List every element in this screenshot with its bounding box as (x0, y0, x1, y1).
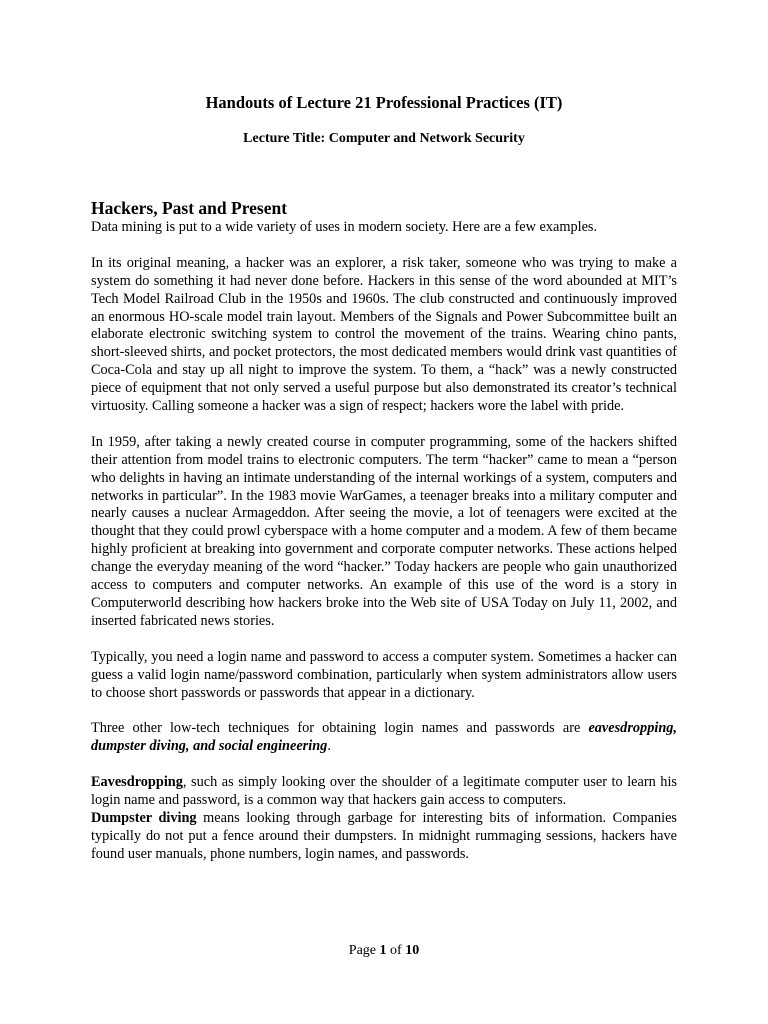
page-title: Handouts of Lecture 21 Professional Practices (IT) (205, 93, 563, 112)
intro-paragraph: Data mining is put to a wide variety of uses in modern society. Here are a few examples. (91, 219, 598, 235)
total-pages-number: 10 (405, 943, 420, 958)
dumpster-diving-text: means looking through garbage for interesting bits of information. Companies typically do not put a fence around their dumpsters. In midnight rummaging sessions, hackers have found user manuals, phone numbers, login names, and passwords. (91, 809, 677, 862)
current-page-number: 1 (379, 943, 387, 958)
eavesdropping-text: , such as simply looking over the shoulder of a legitimate computer user to learn his login name and password, is a common way that hackers gain access to computers. (91, 774, 677, 808)
low-tech-text: Three other low-tech techniques for obtaining login names and passwords are (91, 720, 589, 737)
of-label: of (386, 943, 406, 958)
dumpster-diving-term: Dumpster diving (91, 809, 197, 826)
low-tech-end: . (327, 738, 331, 755)
paragraph-dumpster-diving (91, 810, 677, 864)
paragraph-eavesdropping (91, 774, 677, 810)
eavesdropping-term: Eavesdropping (91, 774, 183, 791)
low-tech-emphasis: eavesdropping, dumpster diving, and social engineering (91, 720, 677, 755)
paragraph-1959: In 1959, after taking a newly created course in computer programming, some of the hackers shifted their attention from model trains to electronic computers. The term “hacker” came to mean a “person who delights in having an intimate understanding of the internal workings of a system, computers and networks in particular”. In the 1983 movie WarGames, a teenager breaks into a military computer and nearly causes a nuclear Armageddon. After seeing the movie, a lot of teenagers were excited at the thought that they could prowl cyberspace with a home computer and a modem. A few of them became highly proficient at breaking into government and corporate computer networks. These actions helped change the everyday meaning of the word “hacker.” Today hackers are people who gain unauthorized access to computers and computer networks. An example of this use of the word is a story in Computerworld describing how hackers broke into the Web site of USA Today on July 11, 2002, and inserted fabricated news stories. (91, 433, 677, 629)
paragraph-gap (91, 631, 677, 649)
document-page (91, 0, 677, 1024)
body-content (91, 197, 677, 864)
paragraph-original-meaning: In its original meaning, a hacker was an explorer, a risk taker, someone who was trying to make a system do something it had never done before. Hackers in this sense of the word abounded at MIT’s Tech Model Railroad Club in the 1950s and 1960s. The club constructed and continuously improved an enormous HO-scale model train layout. Members of the Signals and Power Subcommittee built an elaborate electronic switching system to control the movement of the trains. Wearing chino pants, short-sleeved shirts, and pocket protectors, the most dedicated members would drink vast quantities of Coca-Cola and stay up all night to improve the system. To them, a “hack” was a newly constructed piece of equipment that not only served a useful purpose but also demonstrated its creator’s technical virtuosity. Calling someone a hacker was a sign of respect; hackers wore the label with pride. (91, 254, 677, 415)
paragraph-gap (91, 416, 677, 434)
paragraph-low-tech (91, 720, 677, 756)
lecture-subtitle: Lecture Title: Computer and Network Security (243, 131, 525, 146)
section-heading: Hackers, Past and Present (91, 198, 288, 218)
paragraph-gap (91, 237, 677, 255)
paragraph-login: Typically, you need a login name and password to access a computer system. Sometimes a hacker can guess a valid login name/password combination, particularly when system administrators allow users to choose short passwords or passwords that appear in a dictionary. (91, 648, 677, 701)
paragraph-gap (91, 756, 677, 774)
page-footer (91, 942, 677, 960)
paragraph-gap (91, 702, 677, 720)
page-label: Page (348, 943, 380, 958)
